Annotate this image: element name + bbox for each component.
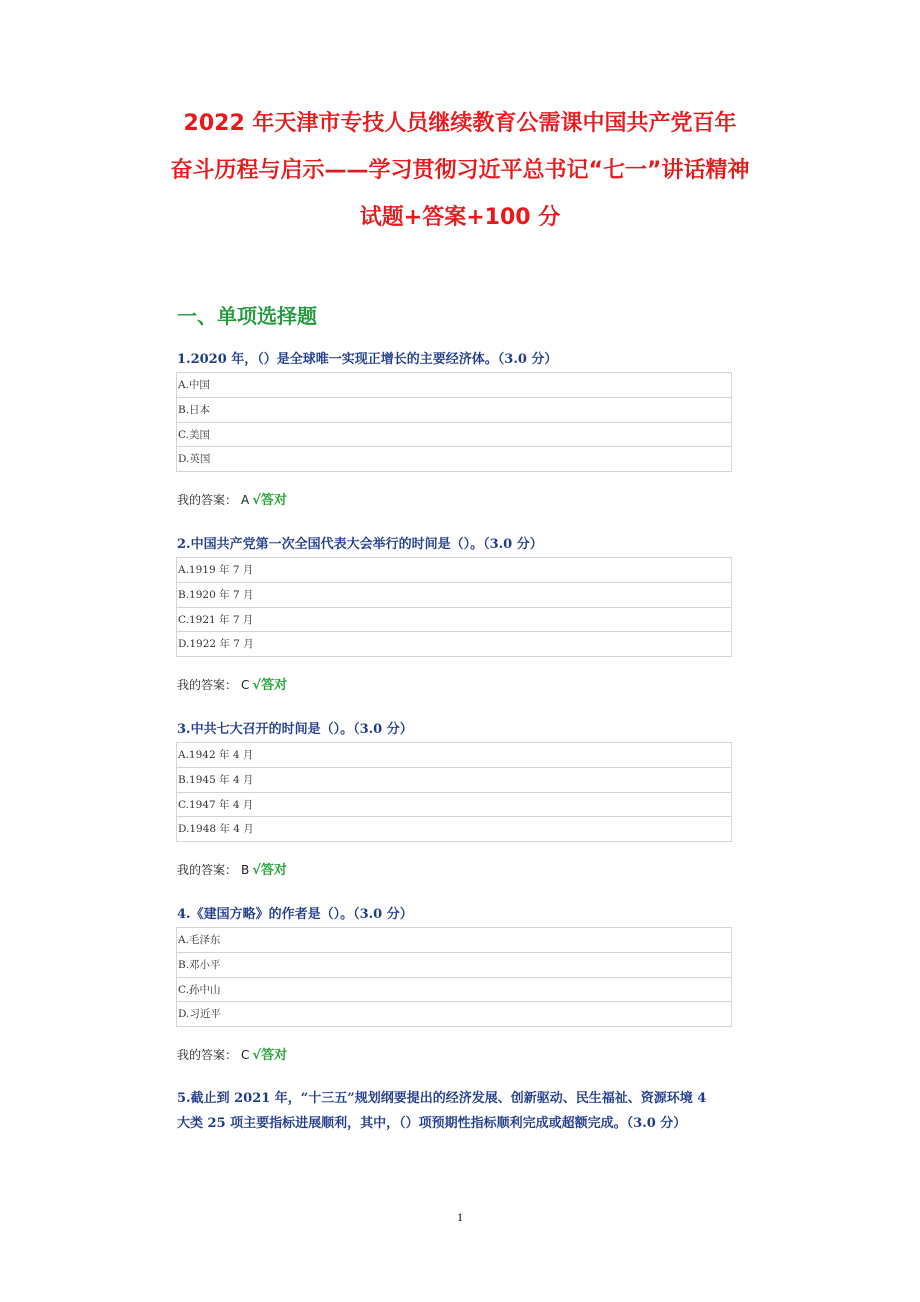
question-1-option-d[interactable]: D.英国 xyxy=(178,453,211,466)
question-4-option-b[interactable]: B.邓小平 xyxy=(177,953,731,978)
question-2-answer xyxy=(177,674,287,693)
question-3-option-b[interactable]: B.1945 年 4 月 xyxy=(177,768,731,793)
question-1-option-b[interactable]: B.日本 xyxy=(177,398,731,423)
document-title-line-1: 2022 年天津市专技人员继续教育公需课中国共产党百年 xyxy=(183,111,737,136)
question-4-option-d[interactable]: D.习近平 xyxy=(178,1008,221,1021)
answer-label: 我的答案： xyxy=(177,1048,238,1062)
page-number: 1 xyxy=(457,1210,463,1224)
question-2-option-d[interactable]: D.1922 年 7 月 xyxy=(178,638,254,651)
question-1-text: 1.2020 年，（）是全球唯一实现正增长的主要经济体。（3.0 分） xyxy=(177,352,558,367)
question-1-option-a[interactable]: A.中国 xyxy=(177,373,731,398)
question-2-option-a[interactable]: A.1919 年 7 月 xyxy=(177,558,731,583)
correct-indicator: √答对 xyxy=(252,1048,288,1063)
question-2-text: 2.中国共产党第一次全国代表大会举行的时间是（）。（3.0 分） xyxy=(177,537,543,552)
answer-label: 我的答案： xyxy=(177,493,238,507)
question-4-text: 4.《建国方略》的作者是（）。（3.0 分） xyxy=(177,907,413,922)
question-2-option-c[interactable]: C.1921 年 7 月 xyxy=(177,608,731,633)
answer-label: 我的答案： xyxy=(177,863,238,877)
question-1-options xyxy=(176,372,732,472)
document-title-line-3: 试题+答案+100 分 xyxy=(359,205,561,230)
question-3-options xyxy=(176,742,732,842)
answer-letter: C xyxy=(241,678,250,692)
question-5-text-line-2: 大类 25 项主要指标进展顺利，其中，（）项预期性指标顺利完成或超额完成。（3.0 分） xyxy=(177,1116,687,1131)
question-3-option-c[interactable]: C.1947 年 4 月 xyxy=(177,793,731,818)
question-4-options xyxy=(176,927,732,1027)
question-4-option-c[interactable]: C.孙中山 xyxy=(177,978,731,1003)
question-3-option-d[interactable]: D.1948 年 4 月 xyxy=(178,823,254,836)
question-3-option-a[interactable]: A.1942 年 4 月 xyxy=(177,743,731,768)
question-1-option-c[interactable]: C.美国 xyxy=(177,423,731,448)
question-3-text: 3.中共七大召开的时间是（）。（3.0 分） xyxy=(177,722,413,737)
section-heading: 一、单项选择题 xyxy=(177,304,317,328)
question-4-option-a[interactable]: A.毛泽东 xyxy=(177,928,731,953)
question-5-text-line-1: 5.截止到 2021 年，“十三五”规划纲要提出的经济发展、创新驱动、民生福祉、资源环境 4 xyxy=(177,1091,707,1106)
question-3-answer xyxy=(177,859,287,878)
answer-letter: B xyxy=(241,863,250,877)
question-1-answer xyxy=(177,489,287,508)
correct-indicator: √答对 xyxy=(252,493,287,508)
question-2-option-b[interactable]: B.1920 年 7 月 xyxy=(177,583,731,608)
correct-indicator: √答对 xyxy=(252,678,288,693)
document-title-line-2: 奋斗历程与启示——学习贯彻习近平总书记“七一”讲话精神 xyxy=(170,158,750,183)
question-4-answer xyxy=(177,1044,287,1063)
answer-label: 我的答案： xyxy=(177,678,238,692)
question-2-options xyxy=(176,557,732,657)
answer-letter: A xyxy=(241,493,250,507)
answer-letter: C xyxy=(241,1048,250,1062)
correct-indicator: √答对 xyxy=(252,863,287,878)
